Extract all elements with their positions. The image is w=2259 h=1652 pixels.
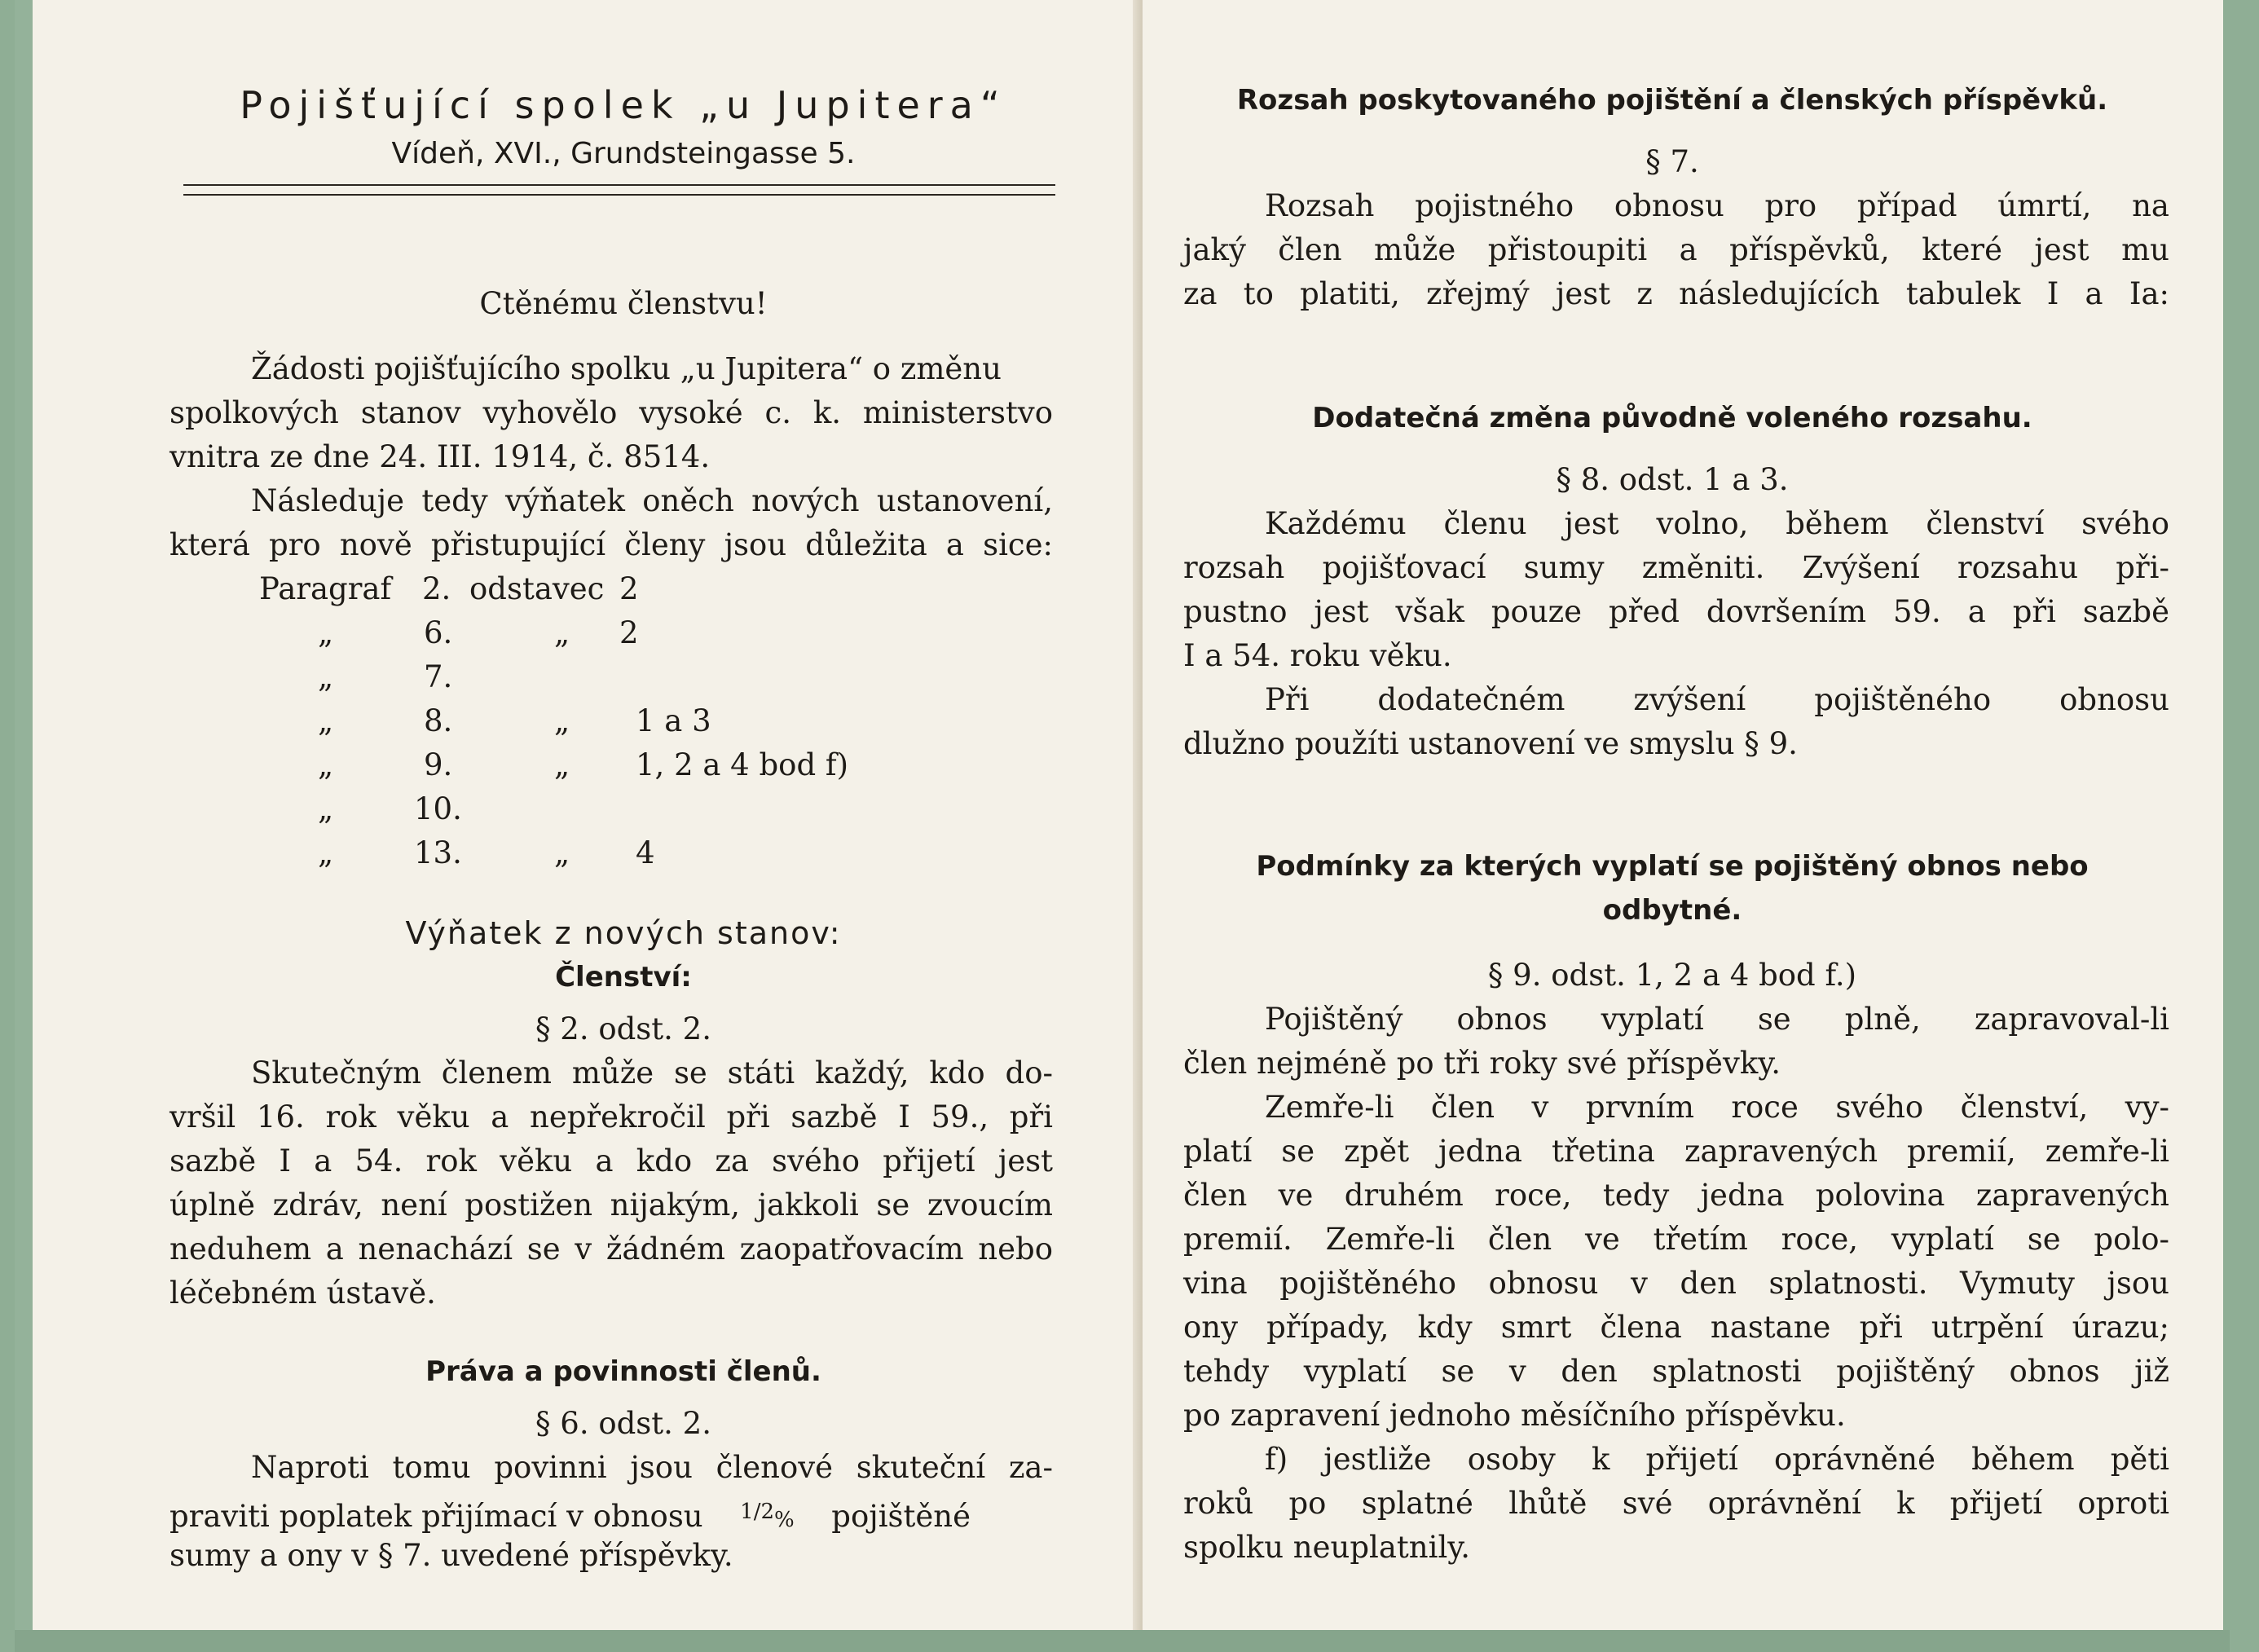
scope-heading: Rozsah poskytovaného pojištění a členských příspěvků. [1236, 84, 2108, 117]
section-7-line-2: jaký člen může přistoupiti a příspěvků, které jest mu [1183, 232, 2169, 267]
row-number: 2. [422, 571, 451, 606]
section-9-line-10: po zapravení jednoho měsíčního příspěvku. [1183, 1398, 1846, 1433]
row-type: „ [554, 835, 570, 870]
section-6-label: § 6. odst. 2. [535, 1406, 711, 1441]
row-type: odstavec [469, 571, 605, 606]
section-6-line-2-text: praviti poplatek přijímací v obnosu [170, 1499, 703, 1534]
section-9-line-13: spolku neuplatnily. [1183, 1530, 1471, 1565]
section-6-line-3: sumy a ony v § 7. uvedené příspěvky. [170, 1538, 733, 1573]
section-9-line-9: tehdy vyplatí se v den splatnosti pojištěný obnos již [1183, 1354, 2169, 1389]
row-number: 10. [414, 791, 462, 826]
section-8-label: § 8. odst. 1 a 3. [1556, 462, 1789, 497]
section-9-line-3: Zemře-li člen v prvním roce svého členství, vy- [1265, 1090, 2169, 1125]
row-type: „ [554, 747, 570, 782]
row-label: „ [318, 615, 334, 650]
row-number: 13. [414, 835, 462, 870]
section-8-line-5: Při dodatečném zvýšení pojištěného obnosu [1265, 682, 2169, 717]
row-label: „ [318, 835, 334, 870]
section-9-line-11: f) jestliže osoby k přijetí oprávněné během pěti [1265, 1442, 2169, 1477]
section-9-line-1: Pojištěný obnos vyplatí se plně, zapravoval-li [1265, 1002, 2169, 1037]
section-6-line-2-end: pojištěné [831, 1499, 971, 1534]
row-type: „ [554, 703, 570, 738]
section-8-line-3: pustno jest však pouze před dovršením 59. a při sazbě [1183, 594, 2169, 629]
section-7-line-1: Rozsah pojistného obnosu pro případ úmrtí, na [1265, 188, 2169, 223]
row-label: „ [318, 747, 334, 782]
section-7-label: § 7. [1645, 144, 1699, 179]
section-9-line-2: člen nejméně po tři roky své příspěvky. [1183, 1046, 1781, 1081]
intro-line-2: spolkových stanov vyhovělo vysoké c. k. ministerstvo [170, 395, 1053, 430]
section-2-line-1: Skutečným členem může se státi každý, kdo do- [251, 1055, 1053, 1090]
change-heading: Dodatečná změna původně voleného rozsahu. [1312, 402, 2032, 434]
section-9-line-6: premií. Zemře-li člen ve třetím roce, vyplatí se polo- [1183, 1222, 2169, 1257]
row-number: 8. [424, 703, 453, 738]
cover-edge [15, 0, 33, 1652]
section-2-label: § 2. odst. 2. [535, 1011, 711, 1046]
section-6-line-2 [170, 1493, 971, 1539]
right-page [1143, 0, 2223, 1630]
row-value: 2 [619, 615, 639, 650]
row-number: 6. [424, 615, 453, 650]
section-8-line-2: rozsah pojišťovací sumy změniti. Zvýšení rozsahu při- [1183, 550, 2169, 585]
section-2-line-2: vršil 16. rok věku a nepřekročil při sazbě I 59., při [170, 1099, 1053, 1134]
salutation: Ctěnému členstvu! [479, 286, 768, 321]
row-number: 7. [424, 659, 453, 694]
rights-heading: Práva a povinnosti členů. [425, 1355, 821, 1388]
membership-heading: Členství: [555, 961, 692, 993]
conditions-heading: Podmínky za kterých vyplatí se pojištěný obnos nebo [1256, 850, 2089, 883]
book-spread [15, 0, 2230, 1652]
section-9-label: § 9. odst. 1, 2 a 4 bod f.) [1487, 958, 1857, 993]
cover-bottom-edge [15, 1630, 2230, 1652]
section-7-line-3: za to platiti, zřejmý jest z následujících tabulek I a Ia: [1183, 276, 2169, 311]
header-double-rule [183, 184, 1055, 196]
row-number: 9. [424, 747, 453, 782]
row-label: Paragraf [259, 571, 392, 606]
excerpt-heading: Výňatek z nových stanov: [405, 915, 842, 951]
intro-line-3: vnitra ze dne 24. III. 1914, č. 8514. [170, 439, 711, 474]
society-address: Vídeň, XVI., Grundsteingasse 5. [391, 137, 856, 170]
row-value: 1, 2 a 4 bod f) [636, 747, 849, 782]
follow-line-1: Následuje tedy výňatek oněch nových ustanovení, [251, 483, 1053, 518]
row-value: 4 [636, 835, 655, 870]
section-2-line-6: léčebném ústavě. [170, 1275, 436, 1311]
left-page [33, 0, 1141, 1630]
section-2-line-3: sazbě I a 54. rok věku a kdo za svého přijetí jest [170, 1143, 1053, 1178]
conditions-heading-cont: odbytné. [1602, 894, 1742, 927]
section-9-line-8: ony případy, kdy smrt člena nastane při utrpění úrazu; [1183, 1310, 2169, 1345]
row-type: „ [554, 615, 570, 650]
section-2-line-5: neduhem a nenachází se v žádném zaopatřovacím nebo [170, 1231, 1053, 1267]
section-2-line-4: úplně zdráv, není postižen nijakým, jakkoli se zvoucím [170, 1187, 1053, 1222]
row-label: „ [318, 659, 334, 694]
section-9-line-5: člen ve druhém roce, tedy jedna polovina zapravených [1183, 1178, 2169, 1213]
society-title: Pojišťující spolek „u Jupitera“ [240, 83, 1007, 127]
row-label: „ [318, 791, 334, 826]
row-value: 1 a 3 [636, 703, 711, 738]
row-label: „ [318, 703, 334, 738]
section-8-line-4: I a 54. roku věku. [1183, 638, 1452, 673]
row-value: 2 [619, 571, 639, 606]
follow-line-2: která pro nově přistupující členy jsou důležita a sice: [170, 527, 1053, 562]
section-9-line-4: platí se zpět jedna třetina zapravených premií, zemře-li [1183, 1134, 2169, 1169]
section-9-line-7: vina pojištěného obnosu v den splatnosti. Vymuty jsou [1183, 1266, 2169, 1301]
fee-fraction: 1/2 [740, 1500, 775, 1524]
section-9-line-12: roků po splatné lhůtě své oprávnění k přijetí oproti [1183, 1486, 2169, 1521]
section-8-line-1: Každému členu jest volno, během členství svého [1265, 506, 2169, 541]
section-6-line-1: Naproti tomu povinni jsou členové skuteční za- [251, 1450, 1053, 1485]
fee-percent: % [774, 1508, 795, 1532]
intro-line-1: Žádosti pojišťujícího spolku „u Jupitera“ o změnu [251, 351, 1002, 386]
section-8-line-6: dlužno použíti ustanovení ve smyslu § 9. [1183, 726, 1798, 761]
